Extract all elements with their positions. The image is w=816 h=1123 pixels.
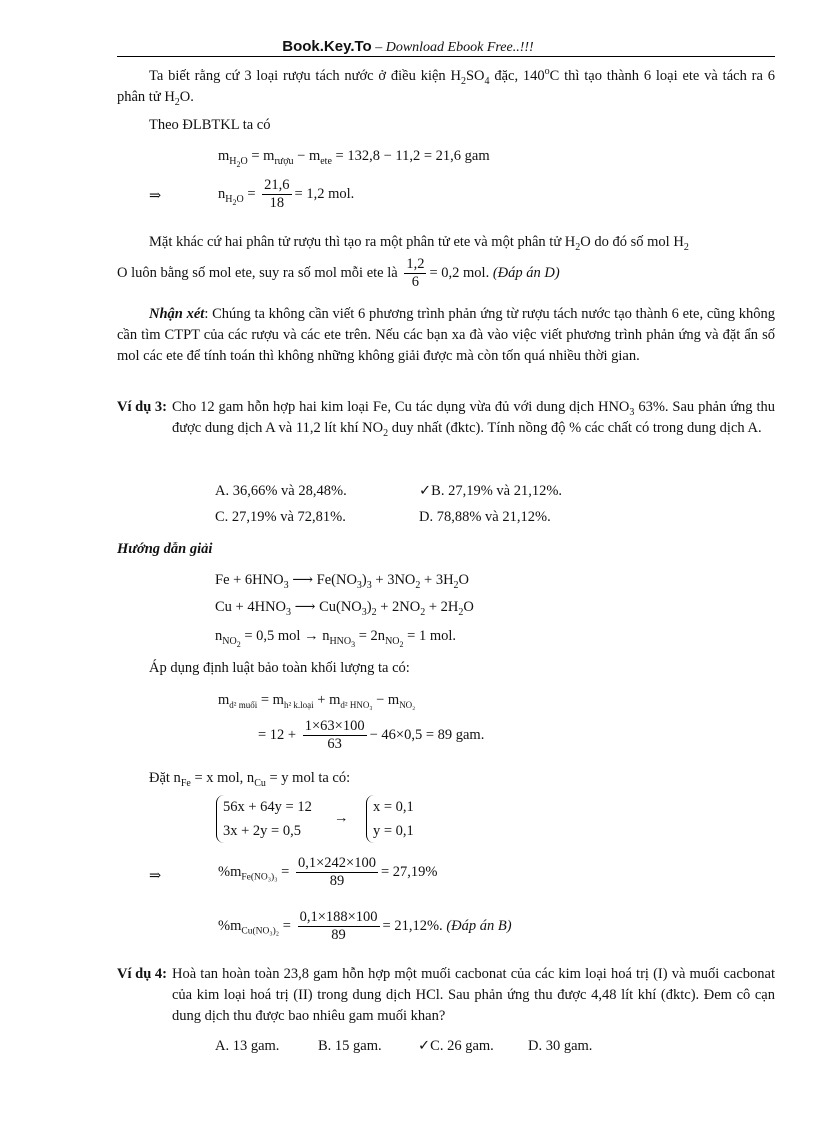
pc2-a: %m xyxy=(218,917,242,934)
fraction-fe xyxy=(296,855,378,890)
r1-e: + 3H xyxy=(420,572,454,588)
m2-den: 63 xyxy=(327,736,342,752)
p3-num: 1,2 xyxy=(406,256,425,272)
p3-c: O luôn bằng số mol ete, suy ra số mol mỗi ete là xyxy=(117,264,398,281)
example-3 xyxy=(117,397,775,439)
pc2-den: 89 xyxy=(331,927,346,943)
ex3-label: Ví dụ 3: xyxy=(117,399,167,415)
m1-s4: NO₂ xyxy=(399,699,416,710)
percent-cu: $\%m_{Cu(NO_3)_2}$ = $\frac{0,1\times 188\times 100}{89}$ = 21,12%. (Đáp án B) xyxy=(218,909,512,943)
r1-a: Fe + 6HNO xyxy=(215,572,284,588)
ex3-option-c: C. 27,19% và 72,81%. xyxy=(215,509,346,525)
fraction-21.6-18 xyxy=(262,177,291,212)
r3-a: n xyxy=(215,628,223,644)
paragraph-ete: Ta biết rằng cứ 3 loại rượu tách nước ở điều kiện $H_2SO_4$ đặc, 140$^o$C thì tạo thành 6 loại ete và tách ra 6 phân tử $H_2O$. xyxy=(117,66,775,108)
eq1-rest: = 132,8 − 11,2 = 21,6 gam xyxy=(331,148,490,164)
p6-b: = x mol, n xyxy=(190,770,255,786)
header-rule xyxy=(117,56,775,57)
r3-c: = 2n xyxy=(355,628,386,644)
p3-answer: (Đáp án D) xyxy=(492,264,560,281)
m2-a: = 12 + xyxy=(258,726,297,743)
ex3-question: Cho 12 gam hỗn hợp hai kim loại Fe, Cu tác dụng vừa đủ với dung dịch $HNO_3$ 63%. Sau phản ứng thu được dung dịch A và 11,2 lít khí $NO_2$ duy nhất (đktc). Tính nồng độ % các chất có trong dung dịch A. xyxy=(172,399,775,439)
ex4-option-b: B. 15 gam. xyxy=(318,1038,382,1054)
r2-f: O xyxy=(463,599,474,615)
fraction-cu xyxy=(298,909,380,944)
sys1-eq1: 56x + 64y = 12 xyxy=(223,799,312,815)
eq1-eq: = m xyxy=(247,148,275,164)
p1-a: Ta biết rằng cứ 3 loại rượu tách nước ở điều kiện H xyxy=(149,68,461,84)
r1-c: ) xyxy=(361,572,367,588)
p1-c: đặc, 140 xyxy=(489,68,545,84)
example-4 xyxy=(117,964,775,1027)
eq2-den: 18 xyxy=(269,195,285,211)
ex3-option-d: D. 78,88% và 21,12%. xyxy=(419,509,551,525)
note-text: : Chúng ta không cần viết 6 phương trình phản ứng từ rượu tách nước tạo thành 6 ete, cũng không cần tìm CTPT của các rượu và các ete trên. Nếu các bạn xa đà vào việc viết phương trình phản ứng và đặt ẩn số mol các ete để tính toán thì không những không giải được mà còn tốn quá nhiều thời gian. xyxy=(117,306,775,364)
eq1-minus: − m xyxy=(293,148,321,164)
pc2-answer: (Đáp án B) xyxy=(446,917,512,934)
p3-den: 6 xyxy=(411,274,420,290)
sys1-eq2: 3x + 2y = 0,5 xyxy=(223,823,301,839)
m1-c: + m xyxy=(313,692,341,708)
header-dash: – xyxy=(371,40,386,55)
eq2-rest: = 1,2 mol. xyxy=(294,185,355,202)
equation-mass-salt xyxy=(218,690,415,711)
eq2-num: 21,6 xyxy=(264,177,290,193)
equation-mass-water: $m_{H_2O} = m_{rượu} - m_{ete} = 132,8 - 11,2 = 21,6$ gam xyxy=(218,148,490,169)
ex3-c: duy nhất (đktc). Tính nồng độ % các chất có trong dung dịch A. xyxy=(388,420,762,436)
note-label: Nhận xét xyxy=(149,306,205,322)
p1-b: SO xyxy=(465,68,485,84)
p3-a: Mặt khác cứ hai phân tử rượu thì tạo ra một phân tử ete và một phân tử H xyxy=(149,234,576,250)
r2-d: + 2NO xyxy=(376,599,421,615)
eq2-n: n xyxy=(218,185,226,202)
page-header xyxy=(0,36,816,58)
r2-c: ) xyxy=(366,599,372,615)
brand: Book.Key.To xyxy=(282,38,372,55)
m1-s2: h² k.loại xyxy=(283,699,314,710)
ex3-a: Cho 12 gam hỗn hợp hai kim loại Fe, Cu tác dụng vừa đủ với dung dịch HNO xyxy=(172,399,630,415)
eq1-ruou: rượu xyxy=(274,155,294,167)
sys2-x: x = 0,1 xyxy=(373,799,414,815)
p6-a: Đặt n xyxy=(149,770,181,786)
p6-cu: Cu xyxy=(254,777,266,789)
r3-b: = 0,5 mol → n xyxy=(240,628,330,644)
sys2-y: y = 0,1 xyxy=(373,823,414,839)
ex4-option-c: ✓C. 26 gam. xyxy=(418,1038,494,1054)
m1-s3: d² HNO₃ xyxy=(340,699,373,710)
eq1-ete: ete xyxy=(320,155,332,167)
ex4-question: Hoà tan hoàn toàn 23,8 gam hỗn hợp một muối cacbonat của các kim loại hoá trị (I) và muối cacbonat của kim loại hoá trị (II) trong dung dịch HCl. Sau phản ứng thu được 4,48 lít khí (đktc). Đem cô cạn dung dịch thu được bao nhiêu gam muối khan? xyxy=(172,966,775,1024)
system-left xyxy=(216,795,312,843)
r2-b: Cu(NO xyxy=(319,599,362,615)
pc1-a: %m xyxy=(218,863,242,880)
r2-e: + 2H xyxy=(425,599,459,615)
p3-b: O do đó số mol H xyxy=(580,234,684,250)
equation-mol-water: $n_{H_2O}$ = $\frac{21,6}{18}$ = 1,2 mol. xyxy=(218,177,355,211)
paragraph-mol-ete-2 xyxy=(117,256,560,291)
p1-d: C thì tạo thành 6 loại ete và tách ra 6 phân tử H xyxy=(117,68,775,105)
r1-arrow: ⟶ xyxy=(288,572,317,588)
p1-e: O. xyxy=(179,89,194,105)
p6-c: = y mol ta có: xyxy=(265,770,351,786)
r1-b: Fe(NO xyxy=(316,572,357,588)
system-equations xyxy=(216,795,312,843)
eq1-o: O xyxy=(240,155,248,167)
percent-fe: $\%m_{Fe(NO_3)_3}$ = $\frac{0,1\times 242\times 100}{89}$ = 27,19% xyxy=(218,855,438,889)
fraction-1.2-6 xyxy=(404,256,426,291)
ex4-option-d: D. 30 gam. xyxy=(528,1038,593,1054)
m1-s1: d² muối xyxy=(229,699,258,710)
fraction-1x63x100-63 xyxy=(303,718,367,753)
ex3-option-a: A. 36,66% và 28,48%. xyxy=(215,483,347,499)
pc1-den: 89 xyxy=(329,873,345,889)
ex4-label: Ví dụ 4: xyxy=(117,966,167,982)
p6-fe: Fe xyxy=(180,777,191,789)
r2-arrow: ⟶ xyxy=(291,599,320,615)
r2-a: Cu + 4HNO xyxy=(215,599,287,615)
paragraph-dlbtkl: Theo ĐLBTKL ta có xyxy=(149,117,271,133)
m1-b: = m xyxy=(257,692,284,708)
m1-a: m xyxy=(218,692,230,708)
eq2-eq: = xyxy=(243,185,256,202)
system-solution xyxy=(366,795,414,843)
m1-d: − m xyxy=(372,692,400,708)
paragraph-note xyxy=(117,304,775,367)
r3-d: = 1 mol. xyxy=(403,628,457,644)
system-right xyxy=(366,795,414,843)
reaction-cu: $Cu + 4HNO_3$ ⟶ $Cu(NO_3)_2 + 2NO_2 + 2H_2O$ xyxy=(215,599,474,618)
paragraph-set-vars xyxy=(149,768,350,789)
r1-d: + 3NO xyxy=(371,572,416,588)
p3-d: = 0,2 mol. xyxy=(429,264,493,281)
pc1-sub: Fe(NO₃)₃ xyxy=(241,872,278,883)
ex4-option-a: A. 13 gam. xyxy=(215,1038,280,1054)
r1-f: O xyxy=(458,572,470,588)
eq1-h: H xyxy=(229,155,237,167)
pc2-sub: Cu(NO₃)₂ xyxy=(241,926,280,937)
pc1-b: = 27,19% xyxy=(380,863,438,880)
pc1-num: 0,1×242×100 xyxy=(297,855,376,871)
m2-num: 1×63×100 xyxy=(304,718,365,734)
reaction-fe: $Fe + 6HNO_3$ ⟶ $Fe(NO_3)_3 + 3NO_2 + 3H_2O$ xyxy=(215,572,470,591)
tagline: Download Ebook Free..!!! xyxy=(385,40,534,55)
ex3-b: 63%. Sau phản ứng thu được dung dịch A và 11,2 lít khí NO xyxy=(172,399,775,436)
system-arrow: → xyxy=(334,810,349,826)
eq2-arrow: ⇒ xyxy=(149,188,162,204)
mol-no2-line: $n_{NO_2} = 0,5$ mol → $n_{HNO_3} = 2n_{NO_2} = 1$ mol. xyxy=(215,628,457,649)
pc2-b: = 21,12%. xyxy=(382,917,447,934)
pc1-arrow: ⇒ xyxy=(149,868,162,884)
paragraph-mol-ete: Mặt khác cứ hai phân tử rượu thì tạo ra một phân tử ete và một phân tử $H_2O$ do đó số mol $H_2$ xyxy=(149,234,689,253)
guide-heading: Hướng dẫn giải xyxy=(117,541,213,557)
ex3-option-b: ✓B. 27,19% và 21,12%. xyxy=(419,483,563,499)
paragraph-apply-law: Áp dụng định luật bảo toàn khối lượng ta có: xyxy=(149,660,410,676)
m2-b: − 46×0,5 = 89 gam. xyxy=(369,726,485,743)
eq1-m: m xyxy=(218,148,230,164)
pc2-num: 0,1×188×100 xyxy=(299,909,378,925)
equation-mass-value xyxy=(258,718,484,753)
